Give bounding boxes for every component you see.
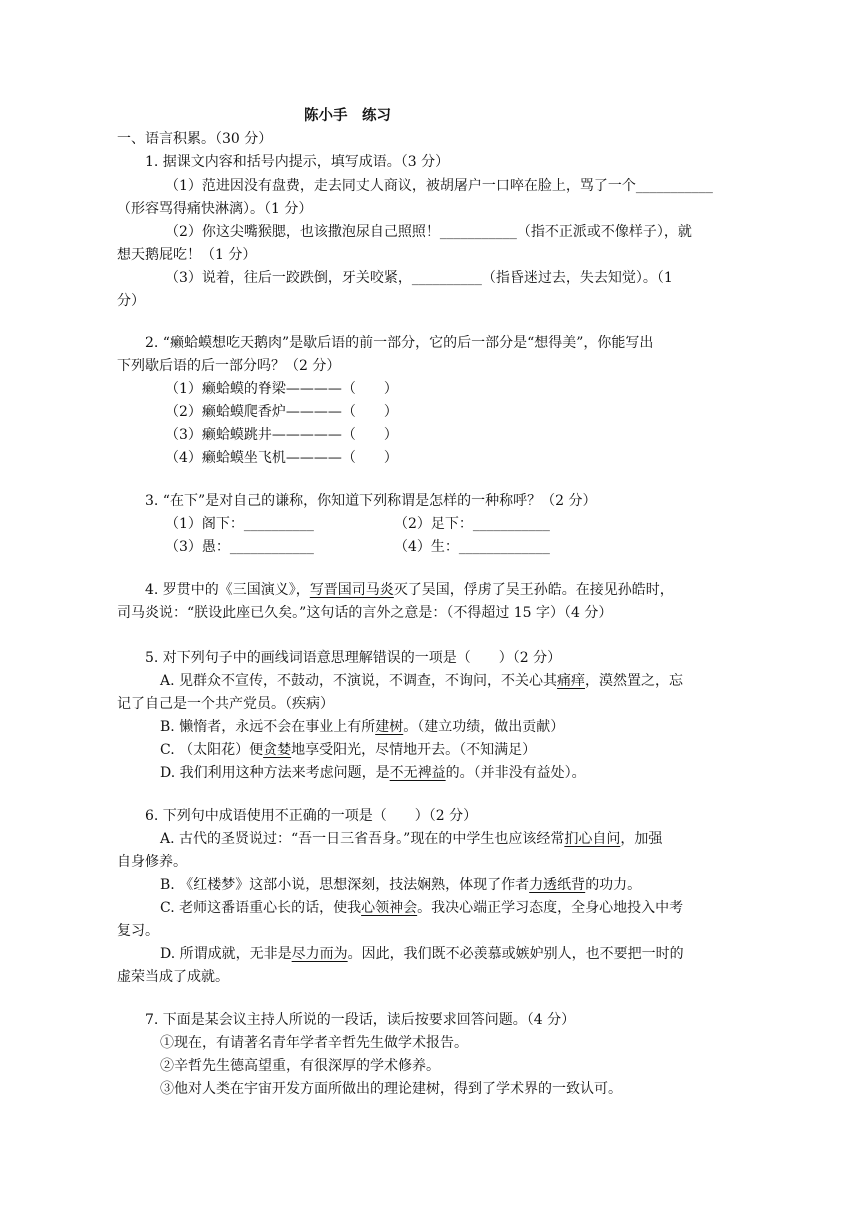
q1-heading: 1. 据课文内容和括号内提示，填写成语。（3 分） xyxy=(145,154,450,170)
q6-a-underlined: 扪心自问 xyxy=(564,831,621,847)
q6-d-text: D. 所谓成就，无非是 xyxy=(160,946,292,962)
q2-item-1: （1）癞蛤蟆的脊梁————（ ） xyxy=(165,381,398,397)
q5-d-text: D. 我们利用这种方法来考虑问题，是 xyxy=(160,765,390,781)
q6-option-d-line1 xyxy=(160,944,684,964)
q5-option-a-line1 xyxy=(160,671,683,691)
q6-heading: 6. 下列句中成语使用不正确的一项是（ ）（2 分） xyxy=(145,808,478,824)
q5-b-underlined: 建树 xyxy=(375,719,404,735)
q1-part1-line2: （形容骂得痛快淋漓）。（1 分） xyxy=(117,201,313,217)
q2-item-2: （2）癞蛤蟆爬香炉————（ ） xyxy=(165,404,398,420)
q3-item-3: （3）愚：____________ xyxy=(165,539,314,555)
q6-option-a-line2: 自身修养。 xyxy=(117,854,187,870)
q5-option-b xyxy=(160,717,564,737)
q4-underlined: 写晋国司马炎 xyxy=(309,582,394,598)
q6-c-text: C. 老师这番语重心长的话，使我 xyxy=(160,900,362,916)
q6-option-c-line1 xyxy=(160,898,683,918)
q3-item-4: （4）生：_____________ xyxy=(394,539,550,555)
q6-c-underlined: 心领神会 xyxy=(361,900,418,916)
q4-line2: 司马炎说：“朕设此座已久矣。”这句话的言外之意是：（不得超过 15 字）（4 分） xyxy=(117,605,613,621)
q5-heading: 5. 对下列句子中的画线词语意思理解错误的一项是（ ）（2 分） xyxy=(145,650,562,666)
q6-d-underlined: 尽力而为 xyxy=(291,946,348,962)
section-heading: 一、语言积累。（30 分） xyxy=(117,131,273,147)
q7-sentence-2: ②辛哲先生德高望重，有很深厚的学术修养。 xyxy=(160,1058,440,1074)
q6-a-text-rest: ，加强 xyxy=(620,831,663,847)
q5-c-text: C. （太阳花）便 xyxy=(160,742,264,758)
q5-option-a-line2: 记了自己是一个共产党员。（疾病） xyxy=(117,696,334,712)
q5-c-underlined: 贪婪 xyxy=(263,742,292,758)
q2-item-3: （3）癞蛤蟆跳井—————（ ） xyxy=(165,427,398,443)
q4-text: 4. 罗贯中的《三国演义》， xyxy=(145,582,310,598)
q1-part3-line1: （3）说着，往后一跤跌倒，牙关咬紧，__________（指昏迷过去，失去知觉）。（1 xyxy=(165,270,673,286)
q5-option-d xyxy=(160,763,586,783)
q3-item-1: （1）阁下：__________ xyxy=(165,516,314,532)
q2-heading-line1: 2. “癞蛤蟆想吃天鹅肉”是歇后语的前一部分，它的后一部分是“想得美”，你能写出 xyxy=(145,335,654,351)
q4-text-rest: 灭了吴国，俘虏了吴王孙皓。在接见孙皓时， xyxy=(393,582,674,598)
q1-part3-line2: 分） xyxy=(117,293,145,309)
q6-b-text: B. 《红楼梦》这部小说，思想深刻，技法娴熟，体现了作者 xyxy=(160,877,530,893)
q6-option-d-line2: 虚荣当成了成就。 xyxy=(117,969,229,985)
q1-part1-line1: （1）范进因没有盘费，走去同丈人商议，被胡屠户一口啐在脸上，骂了一个___________ xyxy=(165,178,713,194)
q6-option-c-line2: 复习。 xyxy=(117,923,159,939)
q2-item-4: （4）癞蛤蟆坐飞机————（ ） xyxy=(165,450,398,466)
q5-d-text-rest: 的。（并非没有益处）。 xyxy=(445,765,586,781)
page-title: 陈小手 练习 xyxy=(304,107,391,124)
q1-part2-line1: （2）你这尖嘴猴腮，也该撒泡尿自己照照！___________（指不正派或不像样子），就 xyxy=(165,224,692,240)
q4-line1 xyxy=(145,580,674,600)
q6-b-underlined: 力透纸背 xyxy=(529,877,586,893)
q5-c-text-rest: 地享受阳光，尽情地开去。（不知满足） xyxy=(291,742,537,758)
q5-a-text-rest: ，漠然置之，忘 xyxy=(585,673,684,689)
q1-part2-line2: 想天鹅屁吃！（1 分） xyxy=(117,247,257,263)
q3-item-2: （2）足下：___________ xyxy=(394,516,550,532)
q6-option-a-line1 xyxy=(160,829,662,849)
q6-b-text-rest: 的功力。 xyxy=(585,877,642,893)
q7-sentence-1: ①现在，有请著名青年学者辛哲先生做学术报告。 xyxy=(160,1035,468,1051)
q2-heading-line2: 下列歇后语的后一部分吗？（2 分） xyxy=(117,358,341,374)
q5-a-underlined: 痛痒 xyxy=(557,673,586,689)
q7-sentence-3: ③他对人类在宇宙开发方面所做出的理论建树，得到了学术界的一致认可。 xyxy=(160,1081,622,1097)
q5-b-text: B. 懒惰者，永远不会在事业上有所 xyxy=(160,719,376,735)
q6-option-b xyxy=(160,875,641,895)
q3-heading: 3. “在下”是对自己的谦称，你知道下列称谓是怎样的一种称呼？（2 分） xyxy=(145,493,597,509)
q5-d-underlined: 不无裨益 xyxy=(389,765,446,781)
q5-option-c xyxy=(160,740,536,760)
q6-c-text-rest: 。我决心端正学习态度，全身心地投入中考 xyxy=(417,900,684,916)
q5-a-text: A. 见群众不宣传，不鼓动，不演说，不调查，不询问，不关心其 xyxy=(160,673,558,689)
q5-b-text-rest: 。（建立功绩，做出贡献） xyxy=(403,719,565,735)
q7-heading: 7. 下面是某会议主持人所说的一段话，读后按要求回答问题。（4 分） xyxy=(145,1012,576,1028)
q6-d-text-rest: 。因此，我们既不必羡慕或嫉妒别人，也不要把一时的 xyxy=(347,946,684,962)
q6-a-text: A. 古代的圣贤说过：“吾一日三省吾身。”现在的中学生也应该经常 xyxy=(160,831,565,847)
